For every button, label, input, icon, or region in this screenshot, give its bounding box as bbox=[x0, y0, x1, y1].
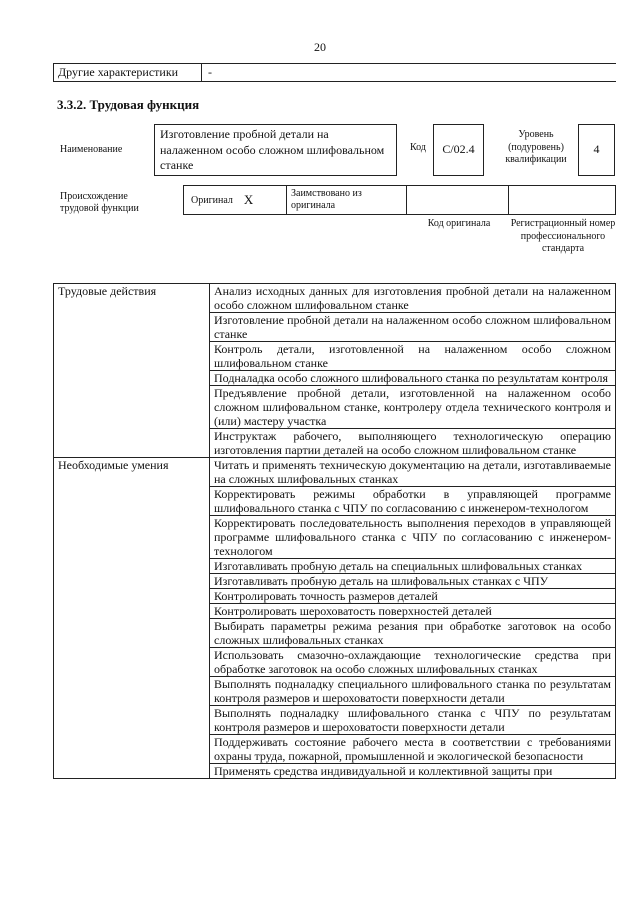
table-cell: Контролировать точность размеров деталей bbox=[210, 589, 616, 604]
table-cell: Контролировать шероховатость поверхностей деталей bbox=[210, 604, 616, 619]
borrowed-label: Заимствовано из оригинала bbox=[287, 186, 407, 214]
name-label: Наименование bbox=[60, 144, 123, 155]
table-cell: Выбирать параметры режима резания при обработке заготовок на особо сложных шлифовальных станках bbox=[210, 619, 616, 648]
code-label: Код bbox=[410, 142, 426, 153]
table-cell: Выполнять подналадку специального шлифовального станка по результатам контроля размеров и шероховатости поверхности детали bbox=[210, 677, 616, 706]
labor-actions-label: Трудовые действия bbox=[54, 284, 210, 458]
original-mark: X bbox=[243, 192, 254, 207]
table-cell: Поддерживать состояние рабочего места в соответствии с требованиями охраны труда, пожарной, промышленной и экологической безопасности bbox=[210, 735, 616, 764]
table-cell: Использовать смазочно-охлаждающие технологические средства при обработке заготовок на особо сложных шлифовальных станках bbox=[210, 648, 616, 677]
other-characteristics-row bbox=[53, 63, 616, 82]
name-value: Изготовление пробной детали на налаженном особо сложном шлифовальном станке bbox=[154, 124, 397, 176]
origin-original-cell bbox=[184, 186, 287, 214]
skills-label: Необходимые умения bbox=[54, 458, 210, 779]
table-cell: Читать и применять техническую документацию на детали, изготавливаемые на сложных шлифовальных станках bbox=[210, 458, 616, 487]
other-characteristics-label: Другие характеристики bbox=[53, 64, 202, 81]
function-table bbox=[53, 283, 616, 779]
table-cell: Изготовление пробной детали на налаженном особо сложном шлифовальном станке bbox=[210, 313, 616, 342]
reg-number-cell bbox=[509, 186, 615, 214]
reg-number-label: Регистрационный номер профессионального стандарта bbox=[510, 218, 616, 254]
origin-row bbox=[183, 185, 616, 215]
table-cell: Инструктаж рабочего, выполняющего технологическую операцию изготовления партии деталей на особо сложном шлифовальном станке bbox=[210, 429, 616, 458]
table-cell: Подналадка особо сложного шлифовального станка по результатам контроля bbox=[210, 371, 616, 386]
origin-label: Происхождение трудовой функции bbox=[60, 191, 139, 214]
section-title: 3.3.2. Трудовая функция bbox=[57, 97, 200, 112]
table-cell: Изготавливать пробную деталь на шлифовальных станках с ЧПУ bbox=[210, 574, 616, 589]
table-cell: Корректировать последовательность выполнения переходов в управляющей программе шлифовального станка с ЧПУ по согласованию с инженером-технологом bbox=[210, 516, 616, 559]
table-cell: Изготавливать пробную деталь на специальных шлифовальных станках bbox=[210, 559, 616, 574]
table-cell: Применять средства индивидуальной и коллективной защиты при bbox=[210, 764, 616, 779]
table-cell: Выполнять подналадку шлифовального станка с ЧПУ по результатам контроля размеров и шероховатости поверхности детали bbox=[210, 706, 616, 735]
level-value: 4 bbox=[578, 124, 615, 176]
page-number: 20 bbox=[314, 40, 326, 54]
code-value: C/02.4 bbox=[433, 124, 484, 176]
table-row bbox=[54, 458, 616, 487]
table-cell: Контроль детали, изготовленной на налаженном особо сложном шлифовальном станке bbox=[210, 342, 616, 371]
table-row bbox=[54, 284, 616, 313]
original-code-label: Код оригинала bbox=[427, 218, 491, 229]
table-cell: Анализ исходных данных для изготовления пробной детали на налаженном особо сложном шлифовальном станке bbox=[210, 284, 616, 313]
other-characteristics-value: - bbox=[208, 65, 212, 79]
table-cell: Предъявление пробной детали, изготовленной на налаженном особо сложном шлифовальном станке, контролеру отдела технического контроля и (или) мастеру участка bbox=[210, 386, 616, 429]
original-code-cell bbox=[407, 186, 509, 214]
original-label: Оригинал bbox=[191, 194, 233, 206]
level-label: Уровень (подуровень) квалификации bbox=[505, 129, 567, 165]
table-cell: Корректировать режимы обработки в управляющей программе шлифовального станка с ЧПУ по согласованию с инженером-технологом bbox=[210, 487, 616, 516]
